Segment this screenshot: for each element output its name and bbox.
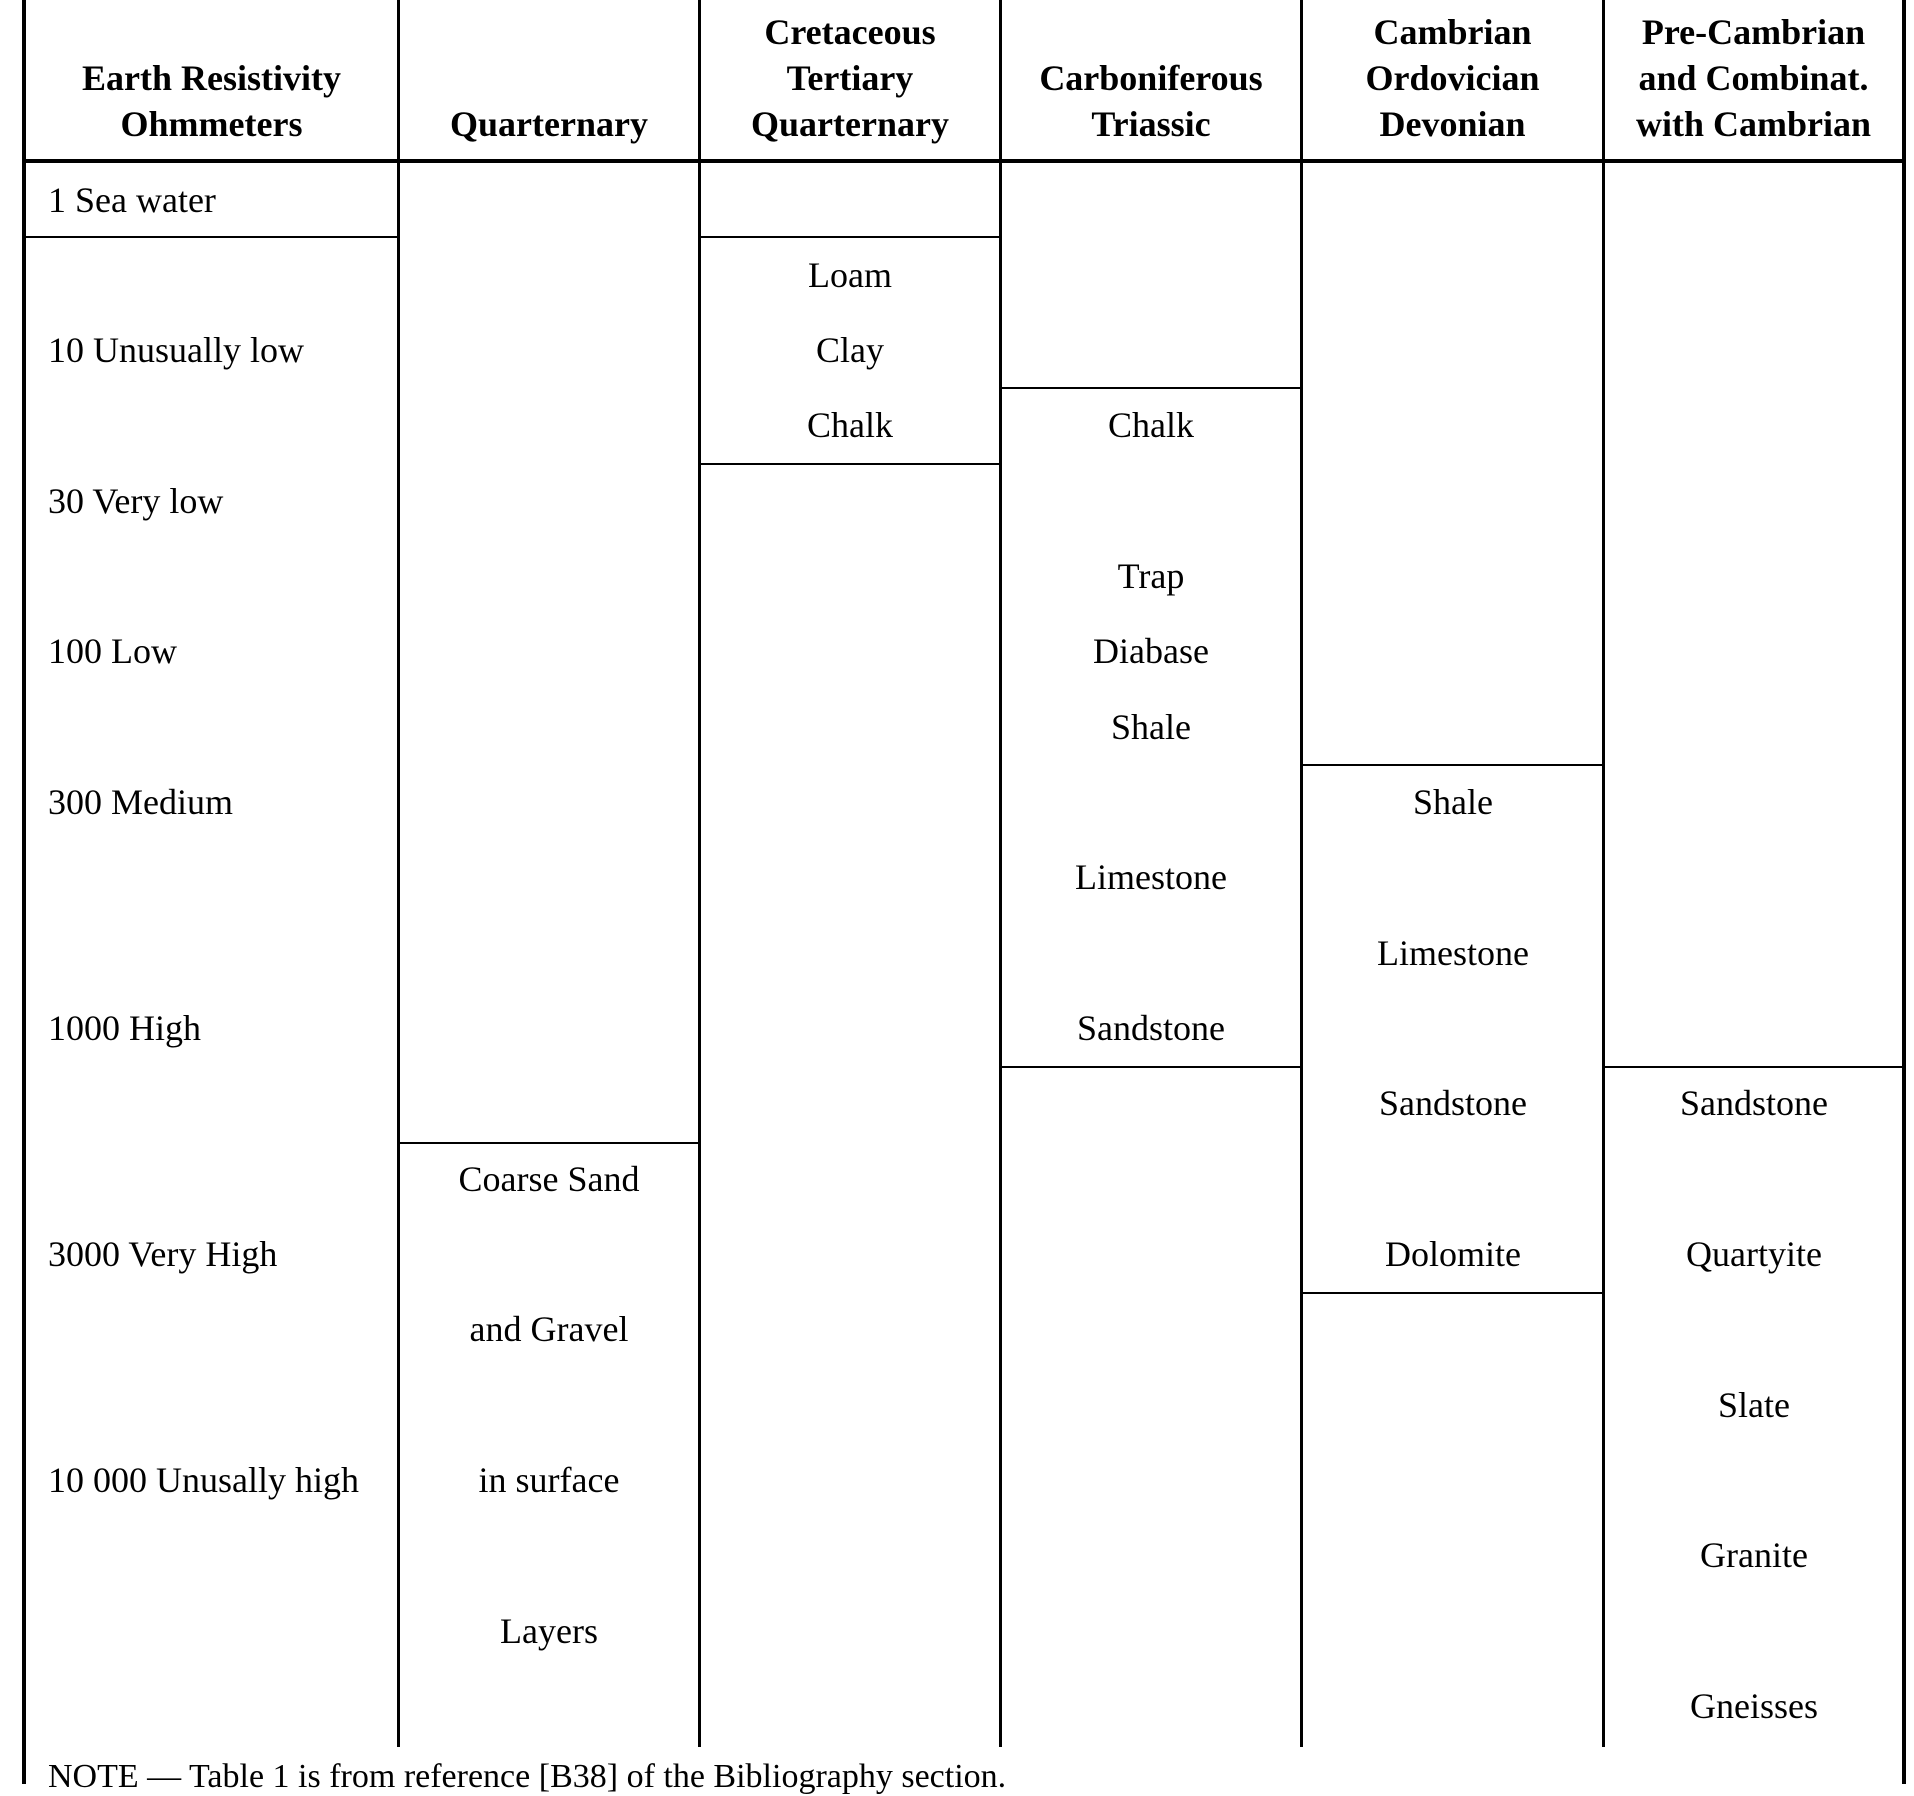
column-divider <box>698 0 701 1747</box>
cambrian-item: Sandstone <box>1379 1083 1527 1123</box>
carboniferous-item: Diabase <box>1093 631 1209 671</box>
resistivity-row: 1 Sea water <box>48 180 216 220</box>
carboniferous-item: Shale <box>1111 707 1191 747</box>
header-cretaceous <box>701 0 999 159</box>
cretaceous-item: Loam <box>808 255 892 295</box>
cambrian-item: Dolomite <box>1385 1234 1521 1274</box>
resistivity-row: 300 Medium <box>48 782 233 822</box>
row-rule <box>1303 764 1602 766</box>
precambrian-item: Gneisses <box>1690 1686 1818 1726</box>
carboniferous-item: Trap <box>1117 556 1185 596</box>
row-rule <box>701 236 999 238</box>
resistivity-row: 1000 High <box>48 1008 201 1048</box>
precambrian-item: Granite <box>1700 1535 1808 1575</box>
cretaceous-item: Clay <box>816 330 884 370</box>
header-precambrian <box>1605 0 1902 159</box>
quarternary-item: and Gravel <box>469 1309 629 1349</box>
table-frame <box>22 0 1906 1784</box>
precambrian-item: Quartyite <box>1686 1234 1822 1274</box>
quarternary-item: in surface <box>478 1460 620 1500</box>
header-text: Quarternary <box>450 104 648 144</box>
row-rule <box>1303 1292 1602 1294</box>
carboniferous-item: Sandstone <box>1077 1008 1225 1048</box>
header-text: Cretaceous Tertiary Quarternary <box>751 12 949 144</box>
column-divider <box>1300 0 1303 1747</box>
resistivity-row: 30 Very low <box>48 481 224 521</box>
header-quarternary <box>400 0 698 159</box>
carboniferous-item: Limestone <box>1075 857 1227 897</box>
resistivity-row: 10 Unusually low <box>48 330 304 370</box>
header-text: Pre-Cambrian and Combinat. with Cambrian <box>1635 12 1872 144</box>
table-note: NOTE — Table 1 is from reference [B38] of the Bibliography section. <box>48 1758 1007 1795</box>
header-rule <box>22 159 1906 163</box>
header-resistivity <box>26 0 397 159</box>
row-rule <box>701 463 999 465</box>
quarternary-item: Layers <box>500 1611 598 1651</box>
column-divider <box>397 0 400 1747</box>
carboniferous-item: Chalk <box>1108 405 1194 445</box>
row-rule <box>26 236 397 238</box>
header-text: Cambrian Ordovician Devonian <box>1365 12 1540 144</box>
cretaceous-item: Chalk <box>807 405 893 445</box>
header-cambrian <box>1303 0 1602 159</box>
resistivity-row: 3000 Very High <box>48 1234 278 1274</box>
header-text: Earth Resistivity Ohmmeters <box>82 58 341 144</box>
row-rule <box>1605 1066 1902 1068</box>
quarternary-item: Coarse Sand <box>458 1159 640 1199</box>
column-divider <box>1602 0 1605 1747</box>
resistivity-row: 100 Low <box>48 631 177 671</box>
row-rule <box>400 1142 698 1144</box>
cambrian-item: Limestone <box>1377 933 1529 973</box>
row-rule <box>1002 1066 1300 1068</box>
column-divider <box>999 0 1002 1747</box>
header-carboniferous <box>1002 0 1300 159</box>
resistivity-row: 10 000 Unusally high <box>48 1460 359 1500</box>
cambrian-item: Shale <box>1413 782 1493 822</box>
precambrian-item: Slate <box>1718 1385 1790 1425</box>
row-rule <box>1002 387 1300 389</box>
header-text: Carboniferous Triassic <box>1039 58 1263 144</box>
precambrian-item: Sandstone <box>1680 1083 1828 1123</box>
